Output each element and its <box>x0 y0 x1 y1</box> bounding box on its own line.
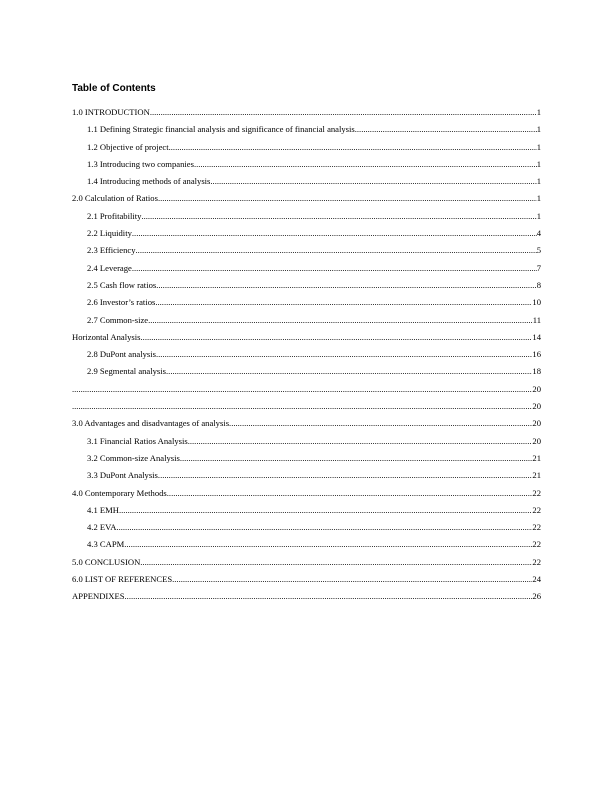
toc-entry[interactable] <box>72 296 541 313</box>
toc-dot-leader <box>141 331 533 343</box>
toc-entry[interactable] <box>72 400 541 417</box>
toc-entry[interactable] <box>72 487 541 504</box>
toc-entry-label: 3.3 DuPont Analysis <box>87 470 158 481</box>
toc-entry-label: 2.7 Common-size <box>87 314 149 325</box>
toc-entry-page-number: 21 <box>532 470 541 481</box>
toc-entry-label: 1.4 Introducing methods of analysis <box>87 176 211 187</box>
toc-entry-label: 3.0 Advantages and disadvantages of analysis <box>72 418 230 429</box>
toc-entry[interactable] <box>72 192 541 209</box>
toc-entry-label: 4.0 Contemporary Methods <box>72 487 167 498</box>
toc-entry-page-number: 16 <box>532 349 541 360</box>
toc-entry[interactable] <box>72 469 541 486</box>
toc-entry[interactable] <box>72 158 541 175</box>
toc-dot-leader <box>166 365 532 377</box>
toc-entry[interactable] <box>72 365 541 382</box>
toc-dot-leader <box>132 227 537 239</box>
toc-entry-label: 1.3 Introducing two companies <box>87 158 194 169</box>
toc-entry-label: 2.2 Liquidity <box>87 228 132 239</box>
toc-dot-leader <box>229 417 532 429</box>
toc-dot-leader <box>156 348 532 360</box>
toc-entry-page-number: 7 <box>536 262 541 273</box>
toc-entry-label: 3.2 Common-size Analysis <box>87 452 180 463</box>
toc-dot-leader <box>72 400 532 412</box>
toc-entry-page-number: 22 <box>532 522 541 533</box>
toc-entry-page-number: 22 <box>532 504 541 515</box>
toc-dot-leader <box>158 469 532 481</box>
toc-entry[interactable] <box>72 227 541 244</box>
toc-entry-page-number: 1 <box>536 107 541 117</box>
toc-entry-page-number: 22 <box>532 487 541 498</box>
toc-entry-page-number: 26 <box>532 591 541 602</box>
toc-dot-leader <box>155 296 532 308</box>
toc-dot-leader <box>169 141 537 153</box>
toc-dot-leader <box>125 590 533 602</box>
toc-entry-label: 2.1 Profitability <box>87 210 142 221</box>
toc-entry[interactable] <box>72 452 541 469</box>
toc-entry[interactable] <box>72 244 541 261</box>
toc-dot-leader <box>124 538 532 550</box>
toc-entry-label: 4.3 CAPM <box>87 539 125 550</box>
toc-entry-label: 4.1 EMH <box>87 504 119 515</box>
toc-entry-label: 3.1 Financial Ratios Analysis <box>87 435 188 446</box>
toc-entry-page-number: 5 <box>536 245 541 256</box>
toc-title: Table of Contents <box>72 83 156 94</box>
toc-entry-label: 1.0 INTRODUCTION <box>72 107 150 117</box>
toc-entry-page-number: 1 <box>536 210 541 221</box>
toc-dot-leader <box>150 106 537 118</box>
toc-entry-page-number: 20 <box>532 383 541 394</box>
toc-entry-page-number: 1 <box>536 158 541 169</box>
toc-entry-page-number: 22 <box>532 539 541 550</box>
toc-entry-page-number: 1 <box>536 193 541 204</box>
toc-entry-label: 2.9 Segmental analysis <box>87 366 167 377</box>
toc-entry[interactable] <box>72 556 541 573</box>
toc-dot-leader <box>116 521 532 533</box>
toc-entry[interactable] <box>72 106 541 123</box>
toc-entry-label: 2.3 Efficiency <box>87 245 136 256</box>
toc-entry[interactable] <box>72 348 541 365</box>
toc-entry[interactable] <box>72 123 541 140</box>
toc-entry[interactable] <box>72 521 541 538</box>
toc-entry-label: 2.4 Leverage <box>87 262 132 273</box>
toc-dot-leader <box>136 244 537 256</box>
toc-entry[interactable] <box>72 141 541 158</box>
toc-dot-leader <box>210 175 536 187</box>
toc-entry[interactable] <box>72 435 541 452</box>
toc-entry-page-number: 1 <box>536 176 541 187</box>
toc-entry-page-number: 24 <box>532 574 541 585</box>
toc-entry-page-number: 11 <box>532 314 541 325</box>
toc-dot-leader <box>140 556 532 568</box>
toc-entry-label: 5.0 CONCLUSION <box>72 556 141 567</box>
toc-entry[interactable] <box>72 538 541 555</box>
toc-entry[interactable] <box>72 504 541 521</box>
toc-dot-leader <box>158 192 537 204</box>
toc-entry-label: 2.8 DuPont analysis <box>87 349 156 360</box>
toc-entry-label: 6.0 LIST OF REFERENCES <box>72 574 173 585</box>
toc-entry-label: 4.2 EVA <box>87 522 117 533</box>
toc-entry-page-number: 21 <box>532 452 541 463</box>
toc-entry-label: APPENDIXES <box>72 591 125 602</box>
toc-entry-page-number: 20 <box>532 418 541 429</box>
toc-entry[interactable] <box>72 383 541 400</box>
toc-dot-leader <box>180 452 533 464</box>
toc-entry[interactable] <box>72 175 541 192</box>
toc-list <box>72 106 541 608</box>
toc-dot-leader <box>156 279 536 291</box>
toc-entry[interactable] <box>72 417 541 434</box>
toc-dot-leader <box>355 123 537 135</box>
toc-dot-leader <box>167 487 533 499</box>
toc-entry[interactable] <box>72 210 541 227</box>
toc-dot-leader <box>148 314 533 326</box>
toc-dot-leader <box>141 210 536 222</box>
toc-dot-leader <box>132 262 537 274</box>
toc-entry-label: 2.5 Cash flow ratios <box>87 279 157 290</box>
toc-entry[interactable] <box>72 331 541 348</box>
toc-entry[interactable] <box>72 590 541 607</box>
toc-entry-page-number: 22 <box>532 556 541 567</box>
toc-entry[interactable] <box>72 262 541 279</box>
toc-entry-page-number: 20 <box>532 435 541 446</box>
toc-entry-page-number: 4 <box>536 228 541 239</box>
toc-entry[interactable] <box>72 314 541 331</box>
toc-entry-page-number: 14 <box>532 331 541 342</box>
toc-dot-leader <box>188 435 533 447</box>
toc-dot-leader <box>119 504 532 516</box>
toc-entry-page-number: 18 <box>532 366 541 377</box>
toc-entry-page-number: 1 <box>536 141 541 152</box>
toc-entry-page-number: 20 <box>532 401 541 412</box>
toc-entry-label: Horizontal Analysis <box>72 331 141 342</box>
toc-entry-page-number: 10 <box>532 297 541 308</box>
toc-entry-page-number: 1 <box>536 124 541 135</box>
toc-entry-label: 2.6 Investor’s ratios <box>87 297 156 308</box>
toc-entry-label: 2.0 Calculation of Ratios <box>72 193 158 204</box>
toc-entry[interactable] <box>72 279 541 296</box>
toc-entry-label: 1.1 Defining Strategic financial analysis and significance of financial analysis <box>87 124 355 135</box>
toc-dot-leader <box>172 573 532 585</box>
toc-dot-leader <box>72 383 532 395</box>
toc-dot-leader <box>194 158 537 170</box>
toc-entry-page-number: 8 <box>536 279 541 290</box>
toc-entry[interactable] <box>72 573 541 590</box>
toc-entry-label: 1.2 Objective of project <box>87 141 169 152</box>
